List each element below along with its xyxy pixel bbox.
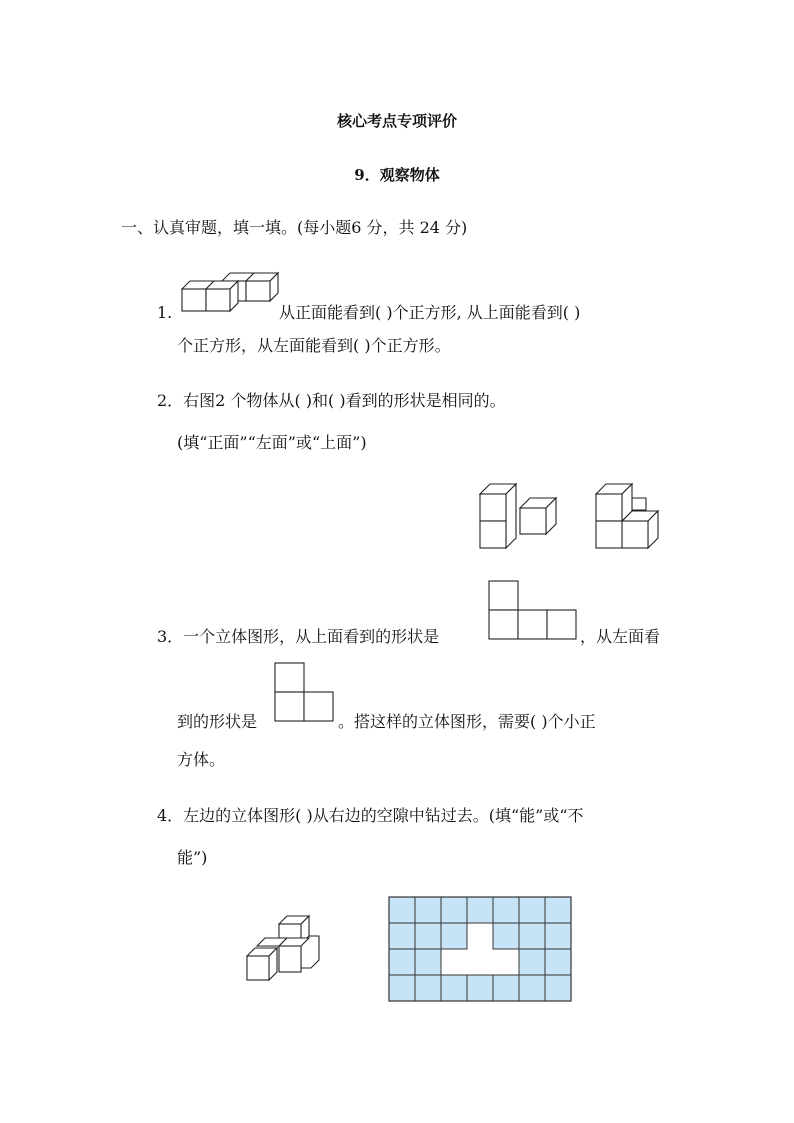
q3-line3: 方体。 [177,750,226,769]
grid-cell [545,975,571,1001]
grid-gap-cell [493,949,519,975]
grid-cell [415,975,441,1001]
grid-cell [545,923,571,949]
q1-line1: 从正面能看到( )个正方形, 从上面能看到( ) [279,303,581,322]
grid-gap-cell [441,949,467,975]
q2-line1: 2．右图2 个物体从( )和( )看到的形状是相同的。 [157,391,506,410]
q2-figure-right [594,480,669,550]
grid-gap-cell [467,949,493,975]
grid-cell [389,923,415,949]
grid-cell [493,897,519,923]
grid-cell [519,949,545,975]
grid-cell [415,923,441,949]
q3-line1b: ，从左面看 [580,627,661,646]
q4-line2: 能”) [177,848,208,867]
q4-solid-figure [245,914,325,984]
page-title: 核心考点专项评价 [336,112,457,130]
grid-cell [415,897,441,923]
grid-cell [493,975,519,1001]
q1-front-row-cubes [182,281,238,311]
q4-line1: 4．左边的立体图形( )从右边的空隙中钻过去。(填“能”或“不 [157,806,584,825]
grid-cell [389,897,415,923]
grid-cell [441,975,467,1001]
q3-line2a: 到的形状是 [177,712,258,731]
grid-cell [545,949,571,975]
page-subtitle: 9．观察物体 [354,166,440,184]
grid-cell [389,975,415,1001]
q4-grid-with-gap [388,896,574,1002]
q2-line2: (填“正面”“左面”或“上面”) [177,433,367,452]
q1-line2: 个正方形，从左面能看到( )个正方形。 [177,336,451,355]
grid-cell [415,949,441,975]
grid-cell [441,897,467,923]
grid-cell [467,897,493,923]
grid-cells [389,897,571,1001]
q1-cube-figure [180,265,280,315]
q3-line1a: 3．一个立体图形，从上面看到的形状是 [157,627,440,646]
grid-cell [389,949,415,975]
grid-cell [519,923,545,949]
grid-cell [519,975,545,1001]
grid-gap-cell [467,923,493,949]
grid-cell [441,923,467,949]
q2-figure-left [478,480,563,550]
grid-cell [519,897,545,923]
q3-top-view-shape [488,580,580,640]
q3-left-view-shape [274,662,338,722]
grid-cell [545,897,571,923]
grid-cell [467,975,493,1001]
q3-line2b: 。搭这样的立体图形，需要( )个小正 [338,712,596,731]
grid-cell [493,923,519,949]
q1-number: 1. [157,303,173,322]
section-heading: 一、认真审题，填一填。(每小题6 分，共 24 分) [121,218,468,237]
